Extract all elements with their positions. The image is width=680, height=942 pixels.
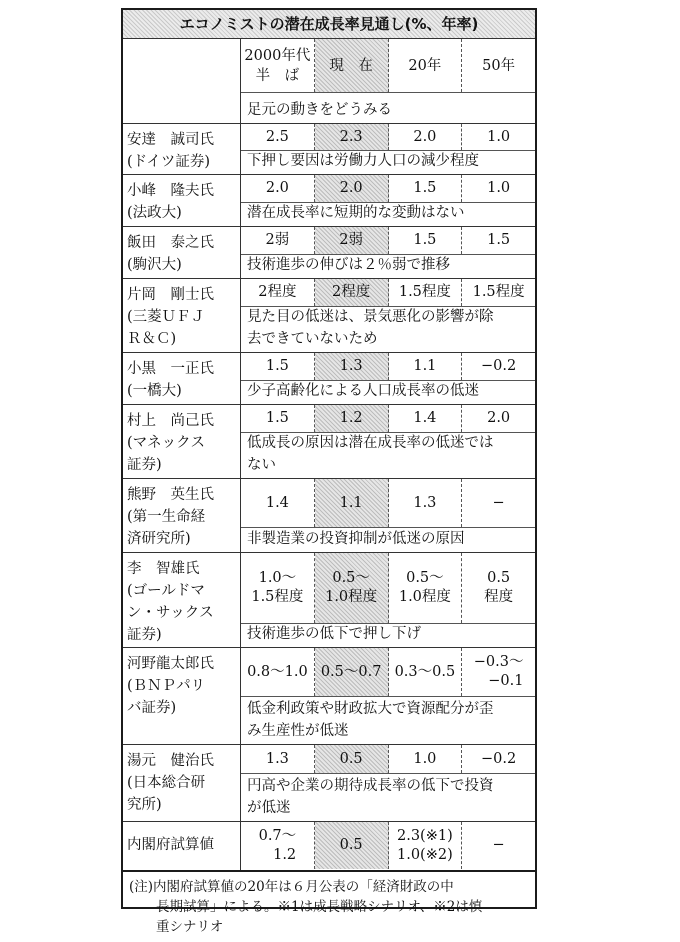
value-current: 1.1	[315, 479, 389, 527]
comment: 技術進歩の低下で押し下げ	[247, 626, 421, 642]
value-current: 2.0	[315, 175, 389, 202]
value-current: 0.5	[315, 822, 389, 869]
value-2020: 1.5	[389, 227, 463, 254]
value-current: 2程度	[315, 279, 389, 306]
value-2000s: 2弱	[241, 227, 315, 254]
value-2020: 1.0	[389, 745, 463, 773]
column-header-2050: 50年	[482, 57, 516, 74]
comment: 円高や企業の期待成長率の低下で投資 が低迷	[247, 778, 494, 816]
table-row	[123, 227, 535, 279]
value-2000s: 0.7〜 1.2	[241, 822, 315, 869]
value-2020: 1.3	[389, 479, 463, 527]
value-current: 2.3	[315, 124, 389, 150]
value-2000s: 0.8〜1.0	[241, 648, 315, 696]
economist-name: 小黒 一正氏 (一橋大)	[123, 353, 241, 404]
table-row	[123, 175, 535, 227]
value-current: 1.2	[315, 405, 389, 432]
column-header-2020: 20年	[389, 39, 463, 92]
value-2000s: 1.4	[241, 479, 315, 527]
economist-name: 湯元 健治氏 (日本総合研 究所)	[123, 745, 241, 821]
table-row	[123, 648, 535, 745]
value-2020: 0.3〜0.5	[389, 648, 463, 696]
table-row	[123, 279, 535, 353]
value-2050: 1.5程度	[472, 284, 525, 300]
value-2020: 2.3(※1) 1.0(※2)	[389, 822, 463, 869]
economist-name: 村上 尚己氏 (マネックス 証券)	[123, 405, 241, 478]
economist-name: 李 智雄氏 (ゴールドマ ン・サックス 証券)	[123, 553, 241, 647]
value-2050: −0.2	[481, 358, 517, 374]
forecast-table	[121, 8, 537, 935]
value-2000s: 1.5	[241, 353, 315, 380]
table-row	[123, 353, 535, 405]
table-footnote: (注)内閣府試算値の20年は６月公表の「経済財政の中 長期試算」による。※1は成長戦略シナリオ、※2は慎 重シナリオ	[129, 879, 483, 935]
economist-name: 安達 誠司氏 (ドイツ証券)	[123, 124, 241, 174]
value-2000s: 2程度	[241, 279, 315, 306]
value-2020: 2.0	[389, 124, 463, 150]
value-2020: 1.1	[389, 353, 463, 380]
value-2000s: 2.5	[241, 124, 315, 150]
value-2000s: 2.0	[241, 175, 315, 202]
value-2050: −	[492, 494, 505, 511]
value-2050: 2.0	[487, 410, 511, 426]
value-2000s: 1.3	[241, 745, 315, 773]
value-2020: 1.5程度	[389, 279, 463, 306]
value-2050: 1.0	[487, 180, 511, 196]
comment: 少子高齢化による人口成長率の低迷	[247, 383, 479, 399]
table-row	[123, 124, 535, 175]
value-2050: −0.3〜 −0.1	[473, 654, 524, 689]
header-comment: 足元の動きをどうみる	[247, 102, 392, 118]
comment: 下押し要因は労働力人口の減少程度	[247, 153, 479, 169]
value-current: 0.5〜0.7	[315, 648, 389, 696]
value-2050: 1.0	[487, 128, 511, 145]
value-2020: 1.5	[389, 175, 463, 202]
column-headers	[241, 39, 535, 93]
economist-name: 河野龍太郎氏 (ＢＮＰパリ バ証券)	[123, 648, 241, 744]
economist-name: 片岡 剛士氏 (三菱ＵＦＪ Ｒ＆Ｃ)	[123, 279, 241, 352]
comment: 低成長の原因は潜在成長率の低迷では ない	[247, 435, 494, 473]
value-2000s: 1.0〜 1.5程度	[241, 553, 315, 623]
value-2050: 0.5 程度	[484, 570, 514, 605]
table-row	[123, 405, 535, 479]
table-row	[123, 479, 535, 553]
comment: 見た目の低迷は、景気悪化の影響が除 去できていないため	[247, 309, 494, 347]
comment: 低金利政策や財政拡大で資源配分が歪 み生産性が低迷	[247, 701, 494, 739]
value-2020: 1.4	[389, 405, 463, 432]
table-row	[123, 553, 535, 648]
table-row	[123, 745, 535, 822]
comment: 技術進歩の伸びは２％弱で推移	[247, 257, 450, 273]
header-row	[123, 39, 535, 124]
value-2050: −0.2	[481, 750, 517, 767]
header-name-cell	[123, 39, 241, 123]
column-header-2000s: 2000年代 半 ば	[241, 39, 315, 92]
value-2050: 1.5	[487, 232, 511, 248]
value-2050: −	[492, 837, 505, 853]
value-2000s: 1.5	[241, 405, 315, 432]
comment: 潜在成長率に短期的な変動はない	[247, 205, 465, 221]
value-current: 2弱	[315, 227, 389, 254]
value-2020: 0.5〜 1.0程度	[389, 553, 463, 623]
table-row	[123, 822, 535, 872]
economist-name: 熊野 英生氏 (第一生命経 済研究所)	[123, 479, 241, 552]
economist-name: 飯田 泰之氏 (駒沢大)	[123, 227, 241, 278]
economist-name: 小峰 隆夫氏 (法政大)	[123, 175, 241, 226]
column-header-current: 現 在	[315, 39, 389, 92]
comment: 非製造業の投資抑制が低迷の原因	[247, 531, 465, 547]
economist-name: 内閣府試算値	[123, 822, 241, 870]
value-current: 0.5〜 1.0程度	[315, 553, 389, 623]
table-title: エコノミストの潜在成長率見通し(%、年率)	[123, 10, 535, 39]
value-current: 0.5	[315, 745, 389, 773]
value-current: 1.3	[315, 353, 389, 380]
